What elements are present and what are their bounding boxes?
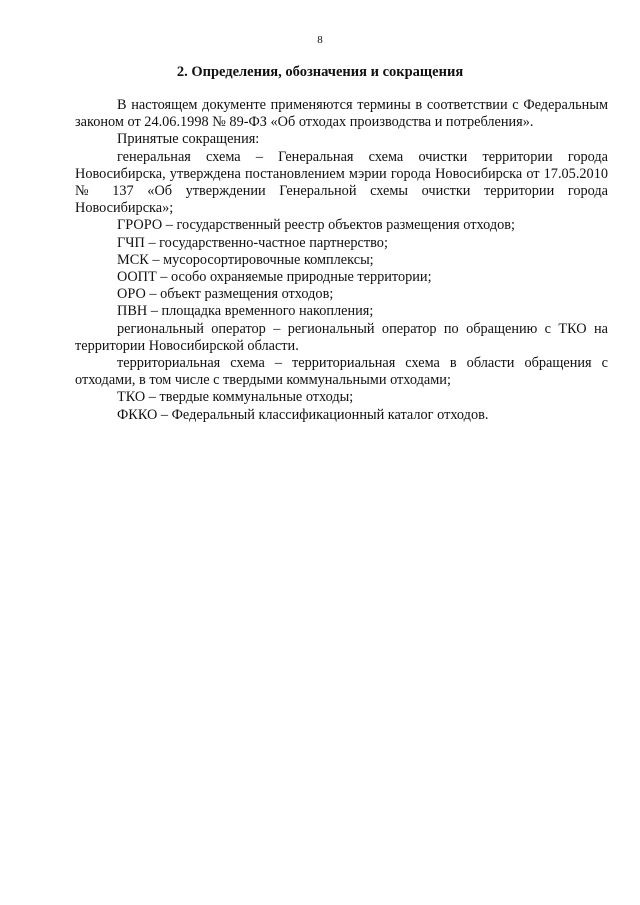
definition-item: региональный оператор – региональный оператор по обращению с ТКО на территории Новосибирской области. [75,320,608,354]
section-title: 2. Определения, обозначения и сокращения [176,64,464,80]
page-number: 8 [317,34,323,46]
definition-item: ФККО – Федеральный классификационный каталог отходов. [117,406,489,423]
definition-item: ГЧП – государственно-частное партнерство; [117,234,388,251]
definition-item: ПВН – площадка временного накопления; [117,303,374,320]
definition-item: МСК – мусоросортировочные комплексы; [117,251,374,268]
document-body [75,97,608,424]
paragraph-intro: В настоящем документе применяются термины в соответствии с Федеральным законом от 24.06.1998 № 89-ФЗ «Об отходах производства и потребления». [75,97,608,131]
definition-item: ГРОРО – государственный реестр объектов размещения отходов; [117,217,516,234]
definition-item: территориальная схема – территориальная схема в области обращения с отходами, в том числе с твердыми коммунальными отходами; [75,355,608,389]
definition-item: генеральная схема – Генеральная схема очистки территории города Новосибирска, утверждена постановлением мэрии города Новосибирска от 17.05.2010 № 137 «Об утверждении Генеральной схемы очистки территории города Новосибирска»; [75,148,608,217]
definition-item: ТКО – твердые коммунальные отходы; [117,389,354,406]
definition-item: ООПТ – особо охраняемые природные территории; [117,269,432,286]
paragraph-abbreviations-heading: Принятые сокращения: [117,131,260,148]
definition-item: ОРО – объект размещения отходов; [117,286,334,303]
